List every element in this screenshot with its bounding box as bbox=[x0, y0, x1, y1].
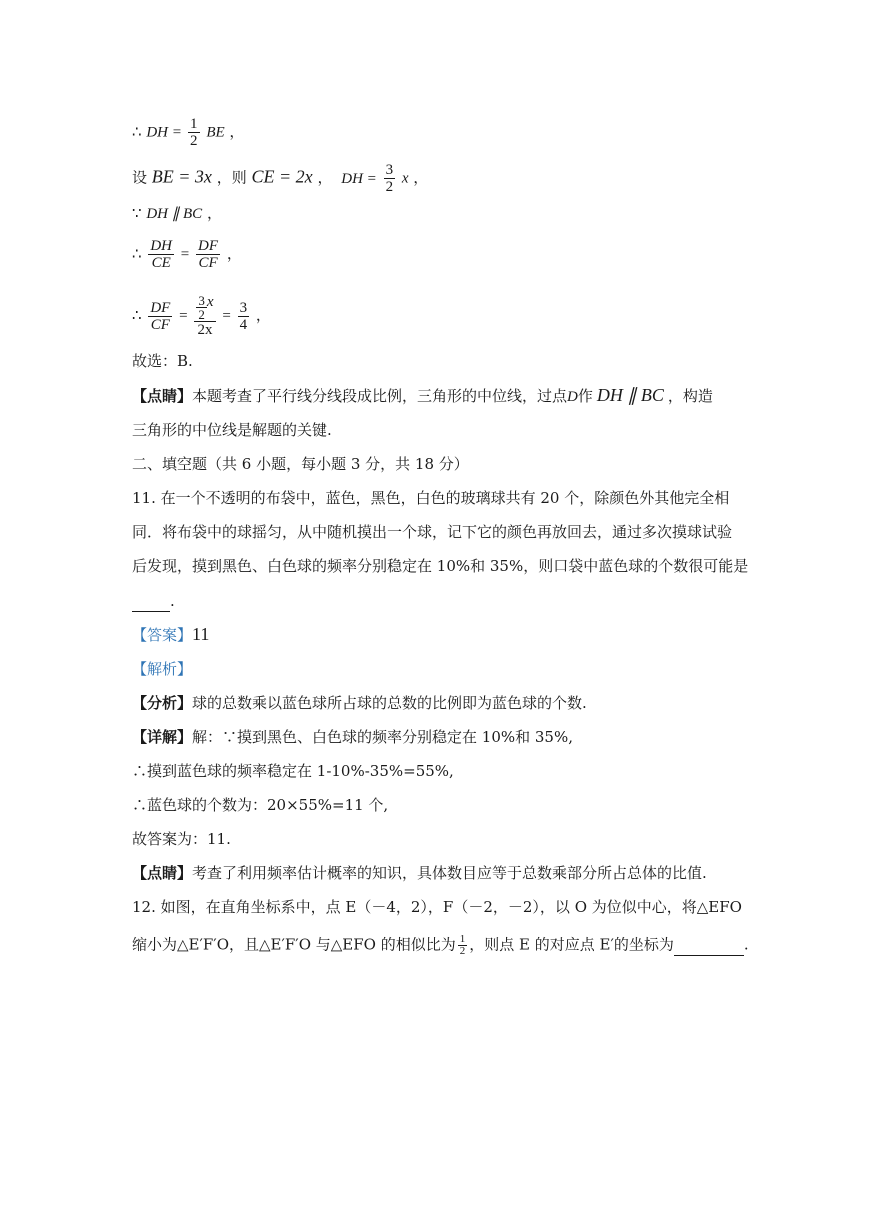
choice-line: 故选：B. bbox=[132, 352, 193, 370]
q11-line-1: 11. 在一个不透明的布袋中，蓝色，黑色，白色的玻璃球共有 20 个，除颜色外其他完全相 bbox=[132, 489, 730, 507]
equation-result: ∴ $\frac{DF}{CF}$ = $\frac{3}{2}$ x 2x = $\frac{3}{4}$ ， bbox=[132, 293, 271, 338]
xiangjie-line: 【详解】解：∵摸到黑色、白色球的频率分别稳定在 10%和 35%, bbox=[132, 728, 574, 746]
fraction-three-quarters: $\frac{3}{4}$ bbox=[239, 299, 248, 333]
fraction-ratio-half: $\frac{1}{2}$ bbox=[459, 933, 466, 957]
section-heading: 二、填空题（共 6 小题，每小题 3 分，共 18 分） bbox=[132, 455, 469, 473]
expr-be: BE = 3x bbox=[151, 166, 212, 187]
fenxi-line: 【分析】球的总数乘以蓝色球所占球的总数的比例即为蓝色球的个数. bbox=[132, 694, 587, 712]
answer-blank-q12 bbox=[674, 935, 744, 956]
equation-lhs: DH bbox=[146, 124, 168, 141]
answer-line bbox=[132, 624, 209, 645]
fraction-df-cf: $\frac{DF}{CF}$ bbox=[198, 238, 219, 271]
equation-ratio: ∴ $\frac{DH}{CE}$ = $\frac{DF}{CF}$ ， bbox=[132, 238, 242, 271]
q12-line-2: 缩小为△E′F′O，且△E′F′O 与△EFO 的相似比为 $\frac{1}{2}$ ，则点 E 的对应点 E′的坐标为 . bbox=[132, 933, 749, 957]
equation-set-be: 设 BE = 3x ，则 CE = 2x ， DH = $\frac{3}{2}$ x ， bbox=[132, 162, 429, 195]
comment-line-1: 【点睛】本题考查了平行线分线段成比例，三角形的中位线，过点D作 DH ∥ BC ，构造 bbox=[132, 385, 713, 405]
final-answer-line: 故答案为：11. bbox=[132, 830, 231, 848]
comment2-line: 【点睛】考查了利用频率估计概率的知识，具体数目应等于总数乘部分所占总体的比值. bbox=[132, 864, 707, 882]
fraction-df-cf-2: $\frac{DF}{CF}$ bbox=[150, 299, 171, 333]
fraction-compound: $\frac{3}{2}$ x 2x bbox=[194, 294, 215, 338]
equation-rhs: BE bbox=[206, 124, 225, 141]
equation-parallel: ∵ DH ∥ BC ， bbox=[132, 204, 222, 222]
q11-line-2: 同．将布袋中的球摇匀，从中随机摸出一个球，记下它的颜色再放回去，通过多次摸球试验 bbox=[132, 523, 733, 541]
comment-tag: 【点睛】 bbox=[132, 387, 193, 405]
fraction-inner-three-halves: $\frac{3}{2}$ bbox=[198, 293, 205, 322]
equals-sign: = bbox=[172, 124, 182, 141]
therefore-symbol: ∴ bbox=[132, 122, 142, 141]
answer-blank bbox=[132, 591, 170, 612]
answer-value: 11 bbox=[192, 624, 210, 644]
step-line-2: ∴蓝色球的个数为：20×55%=11 个, bbox=[132, 796, 389, 814]
because-symbol: ∵ bbox=[132, 204, 142, 222]
answer-tag: 【答案】 bbox=[132, 626, 193, 644]
q11-line-3: 后发现，摸到黑色、白色球的频率分别稳定在 10%和 35%，则口袋中蓝色球的个数很可能是 bbox=[132, 557, 749, 575]
expr-ce: CE = 2x bbox=[251, 166, 313, 187]
q12-line-1: 12. 如图，在直角坐标系中，点 E（－4，2），F（－2，－2），以 O 为位似中心，将△EFO bbox=[132, 898, 742, 916]
fraction-one-half: $\frac{1}{2}$ bbox=[190, 116, 198, 149]
fraction-dh-ce: $\frac{DH}{CE}$ bbox=[150, 238, 172, 271]
equation-dh-half-be: ∴ DH = $\frac{1}{2}$ BE ， bbox=[132, 116, 245, 149]
q11-line-4: . bbox=[132, 591, 175, 612]
expr-dh: DH = bbox=[341, 170, 377, 187]
comment-line-2: 三角形的中位线是解题的关键. bbox=[132, 421, 332, 439]
step-line-1: ∴摸到蓝色球的频率稳定在 1-10%-35%=55%, bbox=[132, 762, 454, 780]
analysis-tag: 【解析】 bbox=[132, 660, 193, 678]
fraction-three-halves: $\frac{3}{2}$ bbox=[385, 162, 394, 195]
